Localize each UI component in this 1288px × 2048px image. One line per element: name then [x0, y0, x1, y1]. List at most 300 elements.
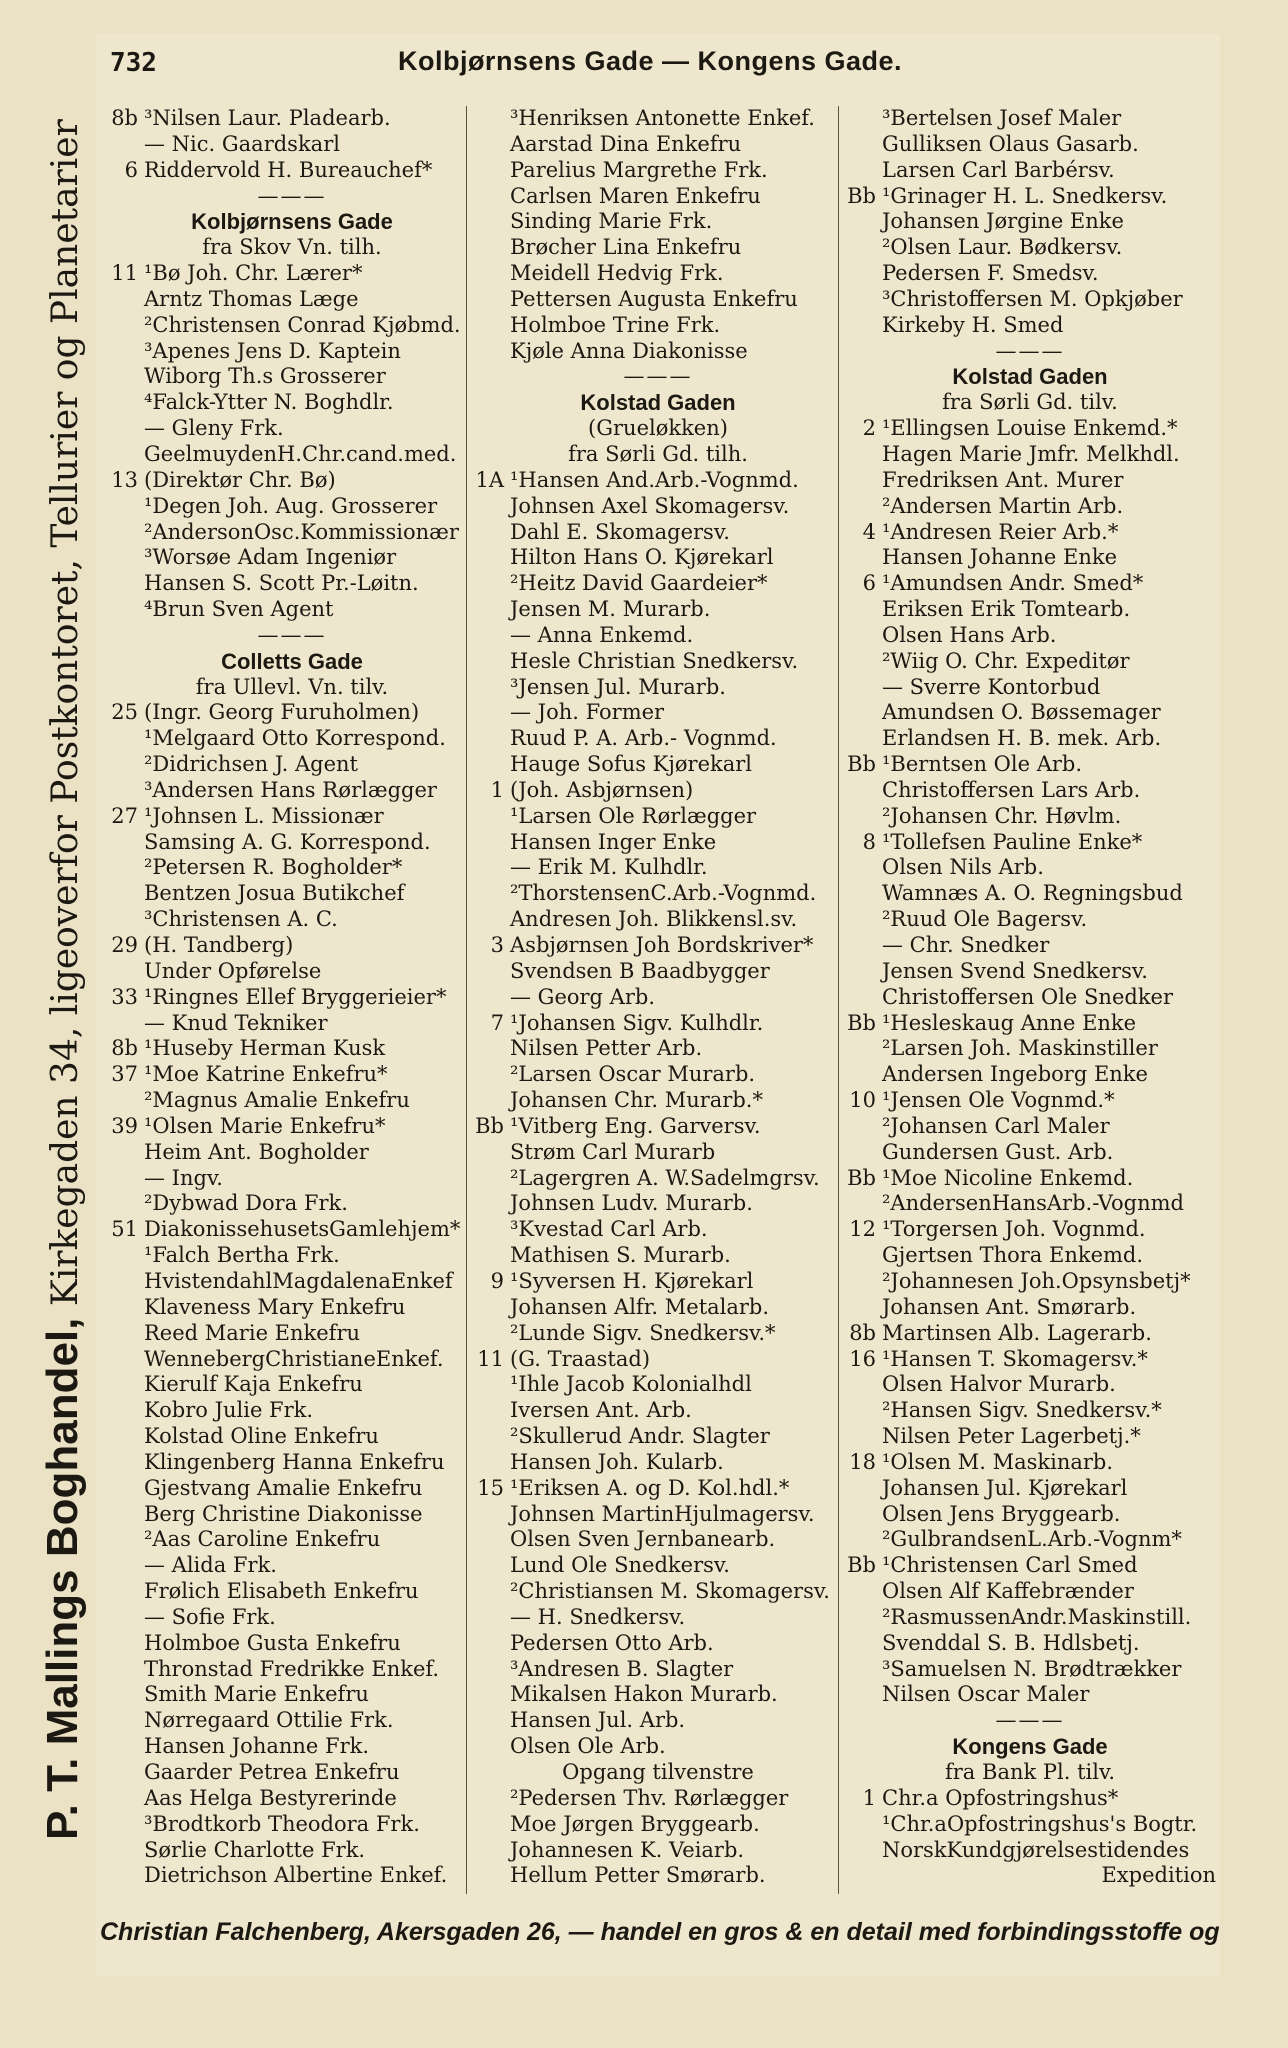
resident-entry — [106, 132, 478, 158]
resident-name: Amundsen O. Bøssemager — [882, 700, 1161, 725]
resident-name: Kolstad Oline Enkefru — [144, 1424, 379, 1449]
resident-entry — [844, 442, 1216, 468]
street-subheading: fra Skov Vn. tilh. — [202, 235, 382, 260]
resident-name: Hansen Jul. Arb. — [510, 1708, 686, 1733]
resident-name: ²Christiansen M. Skomagersv. — [510, 1579, 830, 1604]
resident-name: Wiborg Th.s Grosserer — [144, 364, 386, 389]
resident-entry — [472, 571, 844, 597]
resident-name: ¹Hansen And.Arb.-Vognmd. — [510, 467, 799, 492]
resident-name: Gundersen Gust. Arb. — [882, 1139, 1114, 1164]
resident-name: ³Kvestad Carl Arb. — [510, 1217, 708, 1242]
resident-entry — [106, 1786, 478, 1812]
house-number: 15 — [477, 1475, 504, 1500]
resident-name: Fredriksen Ant. Murer — [882, 467, 1124, 492]
resident-name: ²Hansen Sigv. Snedkersv.* — [882, 1398, 1162, 1423]
resident-name: ¹Syversen H. Kjørekarl — [510, 1268, 754, 1293]
resident-name: DiakonissehusetsGamlehjem* — [144, 1217, 461, 1242]
resident-name: Gulliksen Olaus Gasarb. — [882, 131, 1139, 156]
house-number: Bb — [847, 183, 876, 208]
resident-name: ³Bertelsen Josef Maler — [882, 106, 1122, 130]
resident-entry — [844, 1372, 1216, 1398]
house-number: 1A — [475, 467, 504, 492]
resident-entry — [472, 1579, 844, 1605]
resident-entry — [472, 1812, 844, 1838]
house-number: 8b — [111, 106, 138, 130]
resident-name: Klaveness Mary Enkefru — [144, 1294, 406, 1319]
resident-entry — [844, 132, 1216, 158]
house-number: 11 — [111, 261, 138, 286]
resident-entry — [472, 1372, 844, 1398]
resident-name: Olsen Ole Arb. — [510, 1734, 666, 1759]
resident-entry — [844, 985, 1216, 1011]
resident-name: Johnsen MartinHjulmagersv. — [510, 1501, 815, 1526]
resident-entry — [472, 1011, 844, 1037]
resident-entry — [472, 468, 844, 494]
resident-entry — [844, 1553, 1216, 1579]
resident-name: ²Petersen R. Bogholder* — [144, 855, 403, 880]
resident-name: Pettersen Augusta Enkefru — [510, 286, 798, 311]
house-number: 37 — [111, 1062, 138, 1087]
resident-entry — [106, 1295, 478, 1321]
resident-name: ³Brodtkorb Theodora Frk. — [144, 1811, 420, 1836]
resident-entry — [472, 959, 844, 985]
resident-entry — [472, 778, 844, 804]
resident-name: ¹Grinager H. L. Snedkersv. — [882, 183, 1168, 208]
resident-name: NorskKundgjørelsestidendes — [882, 1837, 1190, 1862]
resident-name: ¹Andresen Reier Arb.* — [882, 519, 1119, 544]
resident-entry — [472, 597, 844, 623]
resident-name: ²Johansen Chr. Høvlm. — [882, 803, 1122, 828]
resident-name: Christoffersen Lars Arb. — [882, 777, 1141, 802]
resident-entry — [844, 1114, 1216, 1140]
house-number: Bb — [847, 1553, 876, 1578]
resident-name: Heim Ant. Bogholder — [144, 1139, 369, 1164]
resident-entry — [472, 623, 844, 649]
resident-entry — [844, 1166, 1216, 1192]
resident-entry — [106, 778, 478, 804]
resident-name: Johansen Alfr. Metalarb. — [510, 1294, 770, 1319]
resident-entry — [844, 675, 1216, 701]
resident-name: ⁴Brun Sven Agent — [144, 597, 334, 622]
section-divider: ——— — [257, 183, 327, 208]
resident-entry — [106, 1838, 478, 1864]
resident-name: ¹Bø Joh. Chr. Lærer* — [144, 261, 363, 286]
resident-name: Olsen Sven Jernbanearb. — [510, 1527, 776, 1552]
resident-name: Smith Marie Enkefru — [144, 1682, 369, 1707]
resident-entry — [106, 700, 478, 726]
house-number: Bb — [847, 1165, 876, 1190]
resident-name: Hagen Marie Jmfr. Melkhdl. — [882, 441, 1180, 466]
resident-entry — [844, 1088, 1216, 1114]
resident-name: ¹Olsen Marie Enkefru* — [144, 1113, 386, 1138]
resident-entry — [472, 1424, 844, 1450]
resident-entry — [472, 1476, 844, 1502]
resident-name: ¹Johansen Sigv. Kulhdlr. — [510, 1010, 764, 1035]
resident-name: (H. Tandberg) — [144, 933, 294, 957]
directory-column-3 — [844, 106, 1216, 1889]
resident-entry — [106, 959, 478, 985]
resident-name: ²Olsen Laur. Bødkersv. — [882, 235, 1123, 260]
resident-name: (Ingr. Georg Furuholmen) — [144, 700, 420, 725]
resident-entry — [472, 675, 844, 701]
resident-entry — [844, 209, 1216, 235]
resident-entry — [106, 261, 478, 287]
resident-name: ²AndersonOsc.Kommissionær — [144, 519, 459, 544]
resident-entry — [106, 1657, 478, 1683]
resident-entry — [844, 1269, 1216, 1295]
resident-entry — [106, 1088, 478, 1114]
resident-name: Gaarder Petrea Enkefru — [144, 1760, 400, 1784]
resident-name: ¹Eriksen A. og D. Kol.hdl.* — [510, 1475, 790, 1500]
resident-name: — H. Snedkersv. — [510, 1604, 686, 1629]
resident-name: Erlandsen H. B. mek. Arb. — [882, 726, 1162, 751]
resident-entry — [472, 1398, 844, 1424]
resident-name: Dahl E. Skomagersv. — [510, 519, 730, 544]
house-number: 10 — [849, 1088, 876, 1113]
resident-name: Bentzen Josua Butikchef — [144, 881, 405, 906]
resident-entry — [844, 649, 1216, 675]
resident-entry — [106, 390, 478, 416]
resident-name: ³Andresen B. Slagter — [510, 1656, 734, 1681]
resident-entry — [844, 959, 1216, 985]
resident-entry — [844, 1476, 1216, 1502]
resident-entry — [106, 726, 478, 752]
house-number: 16 — [849, 1346, 876, 1371]
resident-name: Sinding Marie Frk. — [510, 209, 713, 234]
resident-entry — [472, 106, 844, 132]
house-number: 12 — [849, 1217, 876, 1242]
resident-entry — [472, 339, 844, 365]
resident-entry — [844, 1579, 1216, 1605]
resident-entry — [472, 1269, 844, 1295]
resident-name: ¹Ellingsen Louise Enkemd.* — [882, 416, 1178, 441]
street-heading: Kongens Gade — [952, 1734, 1108, 1760]
resident-name: ¹Vitberg Eng. Garversv. — [510, 1113, 761, 1138]
resident-name: ¹Johnsen L. Missionær — [144, 803, 384, 828]
resident-entry — [844, 1786, 1216, 1812]
resident-name: ¹Melgaard Otto Korrespond. — [144, 726, 446, 751]
resident-entry — [844, 1812, 1216, 1838]
resident-name: — Sverre Kontorbud — [882, 674, 1101, 699]
resident-entry — [472, 985, 844, 1011]
resident-entry — [106, 1140, 478, 1166]
house-number: 29 — [111, 933, 138, 957]
resident-name: ²Larsen Joh. Maskinstiller — [882, 1036, 1158, 1061]
resident-entry — [844, 158, 1216, 184]
resident-name: Andersen Ingeborg Enke — [882, 1062, 1148, 1087]
resident-entry — [472, 1217, 844, 1243]
resident-name: Johansen Ant. Smørarb. — [882, 1294, 1137, 1319]
resident-entry — [844, 933, 1216, 959]
resident-entry — [844, 881, 1216, 907]
resident-name: Hesle Christian Snedkersv. — [510, 648, 799, 673]
house-number: 6 — [124, 157, 138, 182]
resident-name: Thronstad Fredrikke Enkef. — [144, 1656, 440, 1681]
resident-entry — [106, 520, 478, 546]
resident-entry — [472, 132, 844, 158]
resident-entry — [106, 339, 478, 365]
resident-name: ²Pedersen Thv. Rørlægger — [510, 1785, 789, 1810]
resident-name: Holmboe Gusta Enkefru — [144, 1630, 401, 1655]
resident-entry — [472, 184, 844, 210]
resident-entry — [106, 1398, 478, 1424]
resident-name: ²Christensen Conrad Kjøbmd. — [144, 312, 461, 337]
resident-name: ²Ruud Ole Bagersv. — [882, 907, 1088, 932]
section-divider: ——— — [257, 622, 327, 647]
resident-entry — [106, 1321, 478, 1347]
resident-entry — [844, 416, 1216, 442]
resident-name: Andresen Joh. Blikkensl.sv. — [510, 907, 798, 932]
resident-name: Kjøle Anna Diakonisse — [510, 338, 748, 363]
resident-name: Meidell Hedvig Frk. — [510, 261, 724, 286]
resident-entry — [106, 494, 478, 520]
resident-name: — Nic. Gaardskarl — [144, 131, 340, 156]
resident-name: Aarstad Dina Enkefru — [510, 131, 742, 156]
resident-entry — [472, 907, 844, 933]
resident-name: Gjertsen Thora Enkemd. — [882, 1243, 1144, 1268]
resident-name: Under Opførelse — [144, 958, 322, 983]
house-number: 9 — [490, 1268, 504, 1293]
resident-name: ²Johannesen Joh.Opsynsbetj* — [882, 1268, 1191, 1293]
resident-name: Larsen Carl Barbérsv. — [882, 157, 1115, 182]
resident-entry — [844, 752, 1216, 778]
resident-name: Reed Marie Enkefru — [144, 1320, 361, 1345]
resident-name: WennebergChristianeEnkef. — [144, 1346, 444, 1371]
resident-entry — [844, 778, 1216, 804]
resident-entry — [106, 752, 478, 778]
resident-name: Carlsen Maren Enkefru — [510, 183, 761, 208]
resident-entry — [844, 520, 1216, 546]
resident-name: Pedersen Otto Arb. — [510, 1630, 714, 1655]
resident-entry — [472, 313, 844, 339]
resident-entry — [844, 1140, 1216, 1166]
resident-name: ²Didrichsen J. Agent — [144, 752, 358, 777]
resident-entry — [106, 1579, 478, 1605]
resident-name: Mikalsen Hakon Murarb. — [510, 1682, 778, 1707]
resident-name: ¹Tollefsen Pauline Enke* — [882, 829, 1143, 854]
resident-name: Nilsen Petter Arb. — [510, 1036, 703, 1061]
resident-name: — Chr. Snedker — [882, 933, 1050, 957]
resident-entry — [844, 855, 1216, 881]
resident-name: (Direktør Chr. Bø) — [144, 467, 336, 492]
resident-entry — [472, 261, 844, 287]
resident-name: — Joh. Former — [510, 700, 665, 725]
resident-entry — [106, 1502, 478, 1528]
resident-name: Arntz Thomas Læge — [144, 286, 359, 311]
resident-name: ¹Torgersen Joh. Vognmd. — [882, 1217, 1146, 1242]
resident-name: ¹Moe Nicoline Enkemd. — [882, 1165, 1134, 1190]
resident-entry — [106, 364, 478, 390]
resident-entry — [106, 1812, 478, 1838]
resident-name: Johansen Jørgine Enke — [882, 209, 1124, 234]
resident-entry — [472, 1657, 844, 1683]
resident-entry — [106, 1114, 478, 1140]
section-divider: ——— — [995, 1708, 1065, 1733]
resident-name: ²Lagergren A. W.Sadelmgrsv. — [510, 1165, 820, 1190]
resident-entry — [106, 1631, 478, 1657]
resident-name: ²RasmussenAndr.Maskinstill. — [882, 1604, 1192, 1629]
resident-entry — [106, 106, 478, 132]
resident-entry — [472, 1708, 844, 1734]
section-divider: ——— — [995, 338, 1065, 363]
resident-name: (Joh. Asbjørnsen) — [510, 777, 694, 802]
resident-entry — [106, 1682, 478, 1708]
resident-name: ²Magnus Amalie Enkefru — [144, 1088, 410, 1113]
resident-entry — [106, 1734, 478, 1760]
resident-entry — [844, 1527, 1216, 1553]
resident-name: Olsen Jens Bryggearb. — [882, 1501, 1121, 1526]
resident-name: ³Samuelsen N. Brødtrækker — [882, 1656, 1182, 1681]
resident-name: Hilton Hans O. Kjørekarl — [510, 545, 774, 570]
resident-entry — [472, 1347, 844, 1373]
resident-entry — [844, 1243, 1216, 1269]
resident-entry — [106, 545, 478, 571]
resident-entry — [106, 985, 478, 1011]
resident-name: ¹Larsen Ole Rørlægger — [510, 803, 757, 828]
resident-entry — [106, 1708, 478, 1734]
resident-name: — Georg Arb. — [510, 984, 656, 1009]
resident-name: Hansen S. Scott Pr.-Løitn. — [144, 571, 419, 596]
resident-name: ²ThorstensenC.Arb.-Vognmd. — [510, 881, 817, 906]
resident-name: Olsen Hans Arb. — [882, 622, 1057, 647]
street-subheading: Opgang tilvenstre — [562, 1760, 754, 1784]
resident-name: ²Heitz David Gaardeier* — [510, 571, 768, 596]
resident-name: ¹Berntsen Ole Arb. — [882, 752, 1083, 777]
resident-name: Christoffersen Ole Snedker — [882, 984, 1174, 1009]
footer-advertisement: Christian Falchenberg, Akersgaden 26, — handel en gros & en detail med forbindingsstoffe og — [100, 1918, 1220, 1946]
house-number: 51 — [111, 1217, 138, 1242]
resident-name: Kirkeby H. Smed — [882, 312, 1064, 337]
resident-entry — [472, 1502, 844, 1528]
resident-entry — [472, 1527, 844, 1553]
resident-name: ¹Amundsen Andr. Smed* — [882, 571, 1144, 596]
resident-entry — [106, 881, 478, 907]
street-heading: Kolbjørnsens Gade — [191, 209, 393, 235]
resident-entry — [472, 1191, 844, 1217]
resident-entry — [844, 907, 1216, 933]
resident-entry — [106, 287, 478, 313]
resident-entry — [472, 1734, 844, 1760]
resident-name: Wamnæs A. O. Regningsbud — [882, 881, 1183, 906]
resident-name: Kobro Julie Frk. — [144, 1398, 314, 1423]
resident-name: ²Dybwad Dora Frk. — [144, 1191, 348, 1216]
resident-name: Sørlie Charlotte Frk. — [144, 1837, 366, 1862]
resident-entry — [472, 1631, 844, 1657]
resident-entry — [472, 1062, 844, 1088]
house-number: 8 — [862, 829, 876, 854]
house-number: 13 — [111, 467, 138, 492]
page-number: 732 — [110, 48, 157, 78]
resident-entry — [472, 700, 844, 726]
resident-name: Svendsen B Baadbygger — [510, 958, 770, 983]
resident-entry — [106, 1863, 478, 1889]
house-number: 8b — [111, 1036, 138, 1061]
resident-name: Johansen Jul. Kjørekarl — [882, 1475, 1128, 1500]
house-number: 2 — [862, 416, 876, 441]
resident-entry — [844, 545, 1216, 571]
resident-entry — [844, 1450, 1216, 1476]
resident-entry — [106, 1166, 478, 1192]
directory-column-1 — [106, 106, 478, 1889]
resident-entry — [844, 1295, 1216, 1321]
resident-name: GeelmuydenH.Chr.cand.med. — [144, 441, 457, 466]
resident-name: ¹Ihle Jacob Kolonialhdl — [510, 1372, 752, 1397]
resident-name: Aas Helga Bestyrerinde — [144, 1785, 397, 1810]
resident-entry — [106, 1243, 478, 1269]
resident-name: Eriksen Erik Tomtearb. — [882, 597, 1131, 622]
resident-name: ²Wiig O. Chr. Expeditør — [882, 648, 1130, 673]
resident-entry — [106, 1269, 478, 1295]
resident-entry — [472, 287, 844, 313]
resident-name: ²GulbrandsenL.Arb.-Vognm* — [882, 1527, 1182, 1552]
resident-entry — [472, 933, 844, 959]
resident-entry — [472, 1682, 844, 1708]
house-number: 39 — [111, 1113, 138, 1138]
resident-name: ¹Huseby Herman Kusk — [144, 1036, 386, 1061]
house-number: Bb — [847, 752, 876, 777]
resident-name: Hansen Joh. Kularb. — [510, 1449, 724, 1474]
house-number: 1 — [490, 777, 504, 802]
resident-entry — [844, 700, 1216, 726]
resident-name: — Ingv. — [144, 1165, 223, 1190]
resident-name: Johnsen Axel Skomagersv. — [510, 493, 790, 518]
resident-entry — [106, 1011, 478, 1037]
resident-entry — [844, 1424, 1216, 1450]
resident-name: ¹Christensen Carl Smed — [882, 1553, 1138, 1578]
resident-name: Strøm Carl Murarb — [510, 1139, 716, 1164]
sidebar-advertiser-text: Kirkegaden 34, ligeoverfor Postkontoret, Tellurier og Planetarier — [45, 119, 86, 1307]
street-subheading: fra Ullevl. Vn. tilv. — [195, 674, 389, 699]
resident-entry — [844, 1398, 1216, 1424]
resident-entry — [472, 855, 844, 881]
resident-entry — [106, 1553, 478, 1579]
resident-entry — [106, 1191, 478, 1217]
resident-name: Hansen Johanne Enke — [882, 545, 1118, 570]
resident-name: Brøcher Lina Enkefru — [510, 235, 742, 260]
resident-entry — [844, 726, 1216, 752]
resident-entry — [844, 1347, 1216, 1373]
resident-name: Olsen Alf Kaffebrænder — [882, 1579, 1134, 1604]
resident-name: ¹Moe Katrine Enkefru* — [144, 1062, 388, 1087]
resident-entry — [472, 494, 844, 520]
street-heading: Kolstad Gaden — [952, 364, 1108, 390]
resident-name: ³Christoffersen M. Opkjøber — [882, 286, 1183, 311]
resident-entry — [844, 623, 1216, 649]
resident-name: Riddervold H. Bureauchef* — [144, 157, 433, 182]
house-number: 6 — [862, 571, 876, 596]
resident-entry — [106, 1217, 478, 1243]
house-number: 8b — [849, 1320, 876, 1345]
resident-entry — [844, 1036, 1216, 1062]
house-number: 25 — [111, 700, 138, 725]
resident-name: Klingenberg Hanna Enkefru — [144, 1449, 445, 1474]
resident-name: ¹Hesleskaug Anne Enke — [882, 1010, 1137, 1035]
resident-name: Hellum Petter Smørarb. — [510, 1863, 766, 1888]
resident-entry — [844, 468, 1216, 494]
resident-entry — [472, 1114, 844, 1140]
entry-continuation: Expedition — [1101, 1863, 1216, 1888]
resident-entry — [472, 1088, 844, 1114]
resident-name: — Anna Enkemd. — [510, 622, 694, 647]
resident-entry — [106, 1605, 478, 1631]
resident-name: ²Andersen Martin Arb. — [882, 493, 1124, 518]
resident-entry — [844, 804, 1216, 830]
resident-name: Samsing A. G. Korrespond. — [144, 829, 431, 854]
resident-entry — [844, 1502, 1216, 1528]
column-divider — [466, 106, 467, 1894]
resident-entry — [472, 804, 844, 830]
resident-entry — [844, 184, 1216, 210]
